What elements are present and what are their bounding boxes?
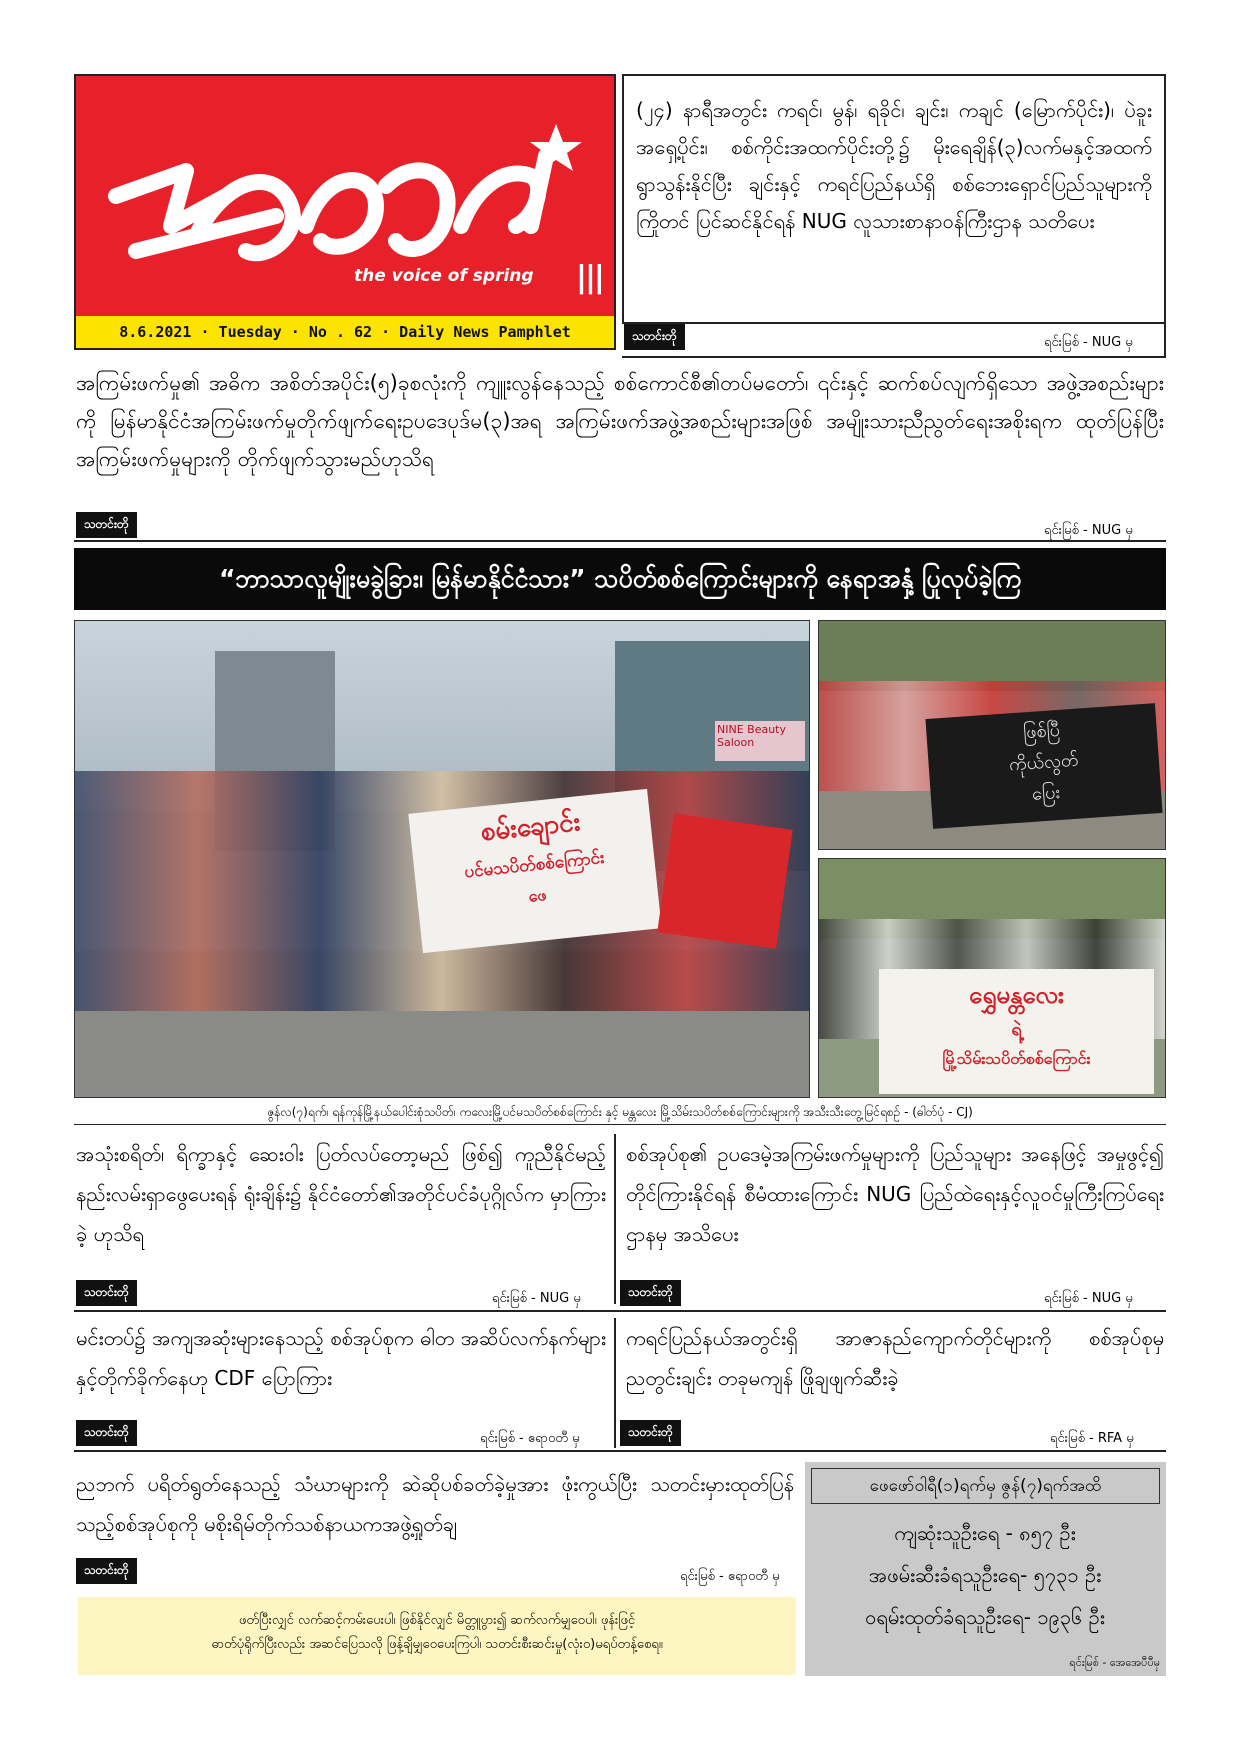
notice-line1: ဖတ်ပြီးလျှင် လက်ဆင့်ကမ်းပေးပါ၊ ဖြစ်နိုင်လျှင် မိတ္တူပွား၍ ဆက်လက်မျှဝေပါ၊ ဖုန်းဖြင့်	[238, 1613, 636, 1628]
divider	[74, 540, 1166, 542]
headline-banner: “ဘာသာလူမျိုးမခွဲခြား၊ မြန်မာနိုင်ငံသား” သပိတ်စစ်ကြောင်းများကို နေရာအနှံ့ ပြုလုပ်ခဲ့ကြ	[74, 548, 1166, 610]
story6-text: ကရင်ပြည်နယ်အတွင်းရှိ အာဇာနည်ကျောက်တိုင်များကို စစ်အုပ်စုမှ ညတွင်းချင်း တခုမကျန် ဖြိုချဖျက်ဆီးခဲ့	[626, 1326, 1164, 1390]
mandalay-protest-photo	[818, 858, 1166, 1098]
black-protest-banner	[925, 703, 1162, 829]
casualty-stats-box	[805, 1462, 1166, 1676]
story7-tag: သတင်းတို	[76, 1558, 137, 1584]
red-flag	[657, 813, 793, 949]
divider	[74, 1124, 1166, 1125]
story2-text: အကြမ်းဖက်မှု၏ အဓိက အစိတ်အပိုင်း(၅)ခုစလုံးကို ကျူးလွန်နေသည့် စစ်ကောင်စီ၏တပ်မတော်၊ ၎င်းနှင့် ဆက်စပ်လျက်ရှိသော အဖွဲ့အစည်းများကို မြန်မာနိုင်ငံအကြမ်းဖက်မှုတိုက်ဖျက်ရေးဥပဒေပုဒ်မ(၃)အရ အကြမ်းဖက်အဖွဲ့အစည်းများအဖြစ် အမျိုးသားညီညွတ်ရေးအစိုးရက ထုတ်ပြန်ပြီး အကြမ်းဖက်မှုများကို တိုက်ဖျက်သွားမည်ဟုသိရ	[76, 371, 1164, 471]
story3-source: ရင်းမြစ် - NUG မှ	[492, 1291, 581, 1306]
notice-line2: ဓာတ်ပုံရိုက်ပြီးလည်း အဆင်ပြေသလို ဖြန့်ချိမျှဝေပေးကြပါ၊ သတင်းစီးဆင်းမှု(လုံး၀)မရပ်တန့်စေရ။	[211, 1637, 663, 1652]
masthead-issue-bars: |||	[576, 260, 603, 295]
divider	[614, 1318, 616, 1448]
banner-black-line2: ကိုယ်လွတ်	[1008, 749, 1080, 776]
story6-source: ရင်းမြစ် - RFA မှ	[1050, 1431, 1134, 1446]
stats-heading: ဖေဖော်ဝါရီ(၁)ရက်မှ ဇွန်(၇)ရက်အထိ	[811, 1468, 1160, 1504]
divider	[74, 1310, 1166, 1312]
banner-black-line3: ပြေး	[1031, 781, 1061, 805]
story2-source: ရင်းမြစ် - NUG မှ	[1044, 523, 1133, 538]
story3-text: အသုံးစရိတ်၊ ရိက္ခာနှင့် ဆေးဝါး ပြတ်လပ်တော့မည် ဖြစ်၍ ကူညီနိုင်မည့် နည်းလမ်းရှာဖွေပေးရန် ရုံးချိန်း၌ နိုင်ငံတော်၏အတိုင်ပင်ခံပုဂ္ဂိုလ်က မှာကြားခဲ့ ဟုသိရ	[76, 1142, 606, 1246]
top-story-box	[622, 74, 1166, 324]
stat-detained: အဖမ်းဆီးခံရသူဦးရေ- ၅၇၃၁ ဦး	[868, 1563, 1102, 1587]
white-protest-banner	[879, 969, 1154, 1094]
black-banner-photo	[818, 620, 1166, 850]
top-story-text: (၂၄) နာရီအတွင်း ကရင်၊ မွန်၊ ရခိုင်၊ ချင်း၊ ကချင် (မြောက်ပိုင်း)၊ ပဲခူးအရှေ့ပိုင်း၊ စစ်ကိုင်းအထက်ပိုင်းတို့၌ မိုးရေချိန်(၃)လက်မနှင့်အထက် ရွာသွန်းနိုင်ပြီး ချင်းနှင့် ကရင်ပြည်နယ်ရှိ စစ်ဘေးရှောင်ပြည်သူများကို ကြိုတင် ပြင်ဆင်နိုင်ရန် NUG လူသားစာနာဝန်ကြီးဌာန သတိပေး	[636, 98, 1152, 233]
banner-main-line2: ပင်မသပိတ်စစ်ကြောင်း	[463, 847, 606, 883]
story7-source: ရင်းမြစ် - ဧရာဝတီ မှ	[680, 1569, 780, 1584]
top-story-source: ရင်းမြစ် - NUG မှ	[1044, 335, 1133, 350]
photo-caption: ဇွန်လ(၇)ရက်၊ ရန်ကုန်မြို့နယ်ပေါင်းစုံသပိတ်၊ ကလေးမြို့ပင်မသပိတ်စစ်ကြောင်း နှင့် မန္တလေး မြို့သိမ်းသပိတ်စစ်ကြောင်းများကို အသီးသီးတွေ့မြင်ရစဉ် - (ဓါတ်ပုံ - CJ)	[267, 1105, 973, 1119]
divider	[622, 356, 1166, 358]
story5-tag: သတင်းတို	[76, 1420, 137, 1446]
divider	[614, 1134, 616, 1304]
divider	[1164, 74, 1166, 358]
masthead-logo-area	[76, 76, 614, 318]
share-notice	[78, 1597, 796, 1675]
masthead	[74, 74, 616, 350]
shop-sign: NINE Beauty Saloon	[715, 721, 805, 761]
banner-white-line2: ရဲ့	[1011, 1019, 1022, 1040]
top-story-tag: သတင်းတို	[624, 324, 685, 350]
stat-killed: ကျဆုံးသူဦးရေ - ၈၅၇ ဦး	[894, 1521, 1076, 1545]
stats-source: ရင်းမြစ် - အေအေပီပီမှ	[1069, 1656, 1160, 1669]
banner-black-line1: ဖြစ်ပြီ	[1022, 719, 1061, 744]
story7-text: ညဘက် ပရိတ်ရွတ်နေသည့် သံဃာများကို ဆဲဆိုပစ်ခတ်ခဲ့မှုအား ဖုံးကွယ်ပြီး သတင်းမှားထုတ်ပြန်သည့်စစ်အုပ်စုကို မစိုးရိမ်တိုက်သစ်နာယကအဖွဲ့ရှုတ်ချ	[76, 1472, 794, 1536]
story2-tag: သတင်းတို	[76, 512, 137, 538]
white-protest-banner	[408, 789, 661, 953]
banner-main-line1: စမ်းချောင်း	[479, 807, 582, 848]
masthead-dateline: 8.6.2021 · Tuesday · No . 62 · Daily News Pamphlet	[76, 316, 614, 348]
story4-text: စစ်အုပ်စု၏ ဥပဒေမဲ့အကြမ်းဖက်မှုများကို ပြည်သူများ အနေဖြင့် အမှုဖွင့်၍ တိုင်ကြားနိုင်ရန် စီမံထားကြောင်း NUG ပြည်ထဲရေးနှင့်လူဝင်မှုကြီးကြပ်ရေးဌာနမှ အသိပေး	[626, 1142, 1164, 1246]
story5-text: မင်းတပ်၌ အကျအဆုံးများနေသည့် စစ်အုပ်စုက ဓါတ အဆိပ်လက်နက်များနှင့်တိုက်ခိုက်နေဟု CDF ပြောကြား	[76, 1326, 606, 1390]
stat-warrants: ဝရမ်းထုတ်ခံရသူဦးရေ- ၁၉၃၆ ဦး	[865, 1605, 1105, 1629]
banner-white-line3: မြို့သိမ်းသပိတ်စစ်ကြောင်း	[942, 1049, 1091, 1068]
story4-tag: သတင်းတို	[620, 1280, 681, 1306]
banner-main-line3: ဖေ	[527, 884, 548, 906]
masthead-tagline: the voice of spring	[354, 266, 534, 286]
story3-tag: သတင်းတို	[76, 1280, 137, 1306]
story4-source: ရင်းမြစ် - NUG မှ	[1044, 1291, 1133, 1306]
divider	[74, 1450, 1166, 1452]
main-protest-photo	[74, 620, 810, 1098]
banner-white-line1: ရွှေမန္တလေး	[968, 981, 1064, 1009]
story5-source: ရင်းမြစ် - ဧရာဝတီ မှ	[480, 1431, 580, 1446]
story6-tag: သတင်းတို	[620, 1420, 681, 1446]
